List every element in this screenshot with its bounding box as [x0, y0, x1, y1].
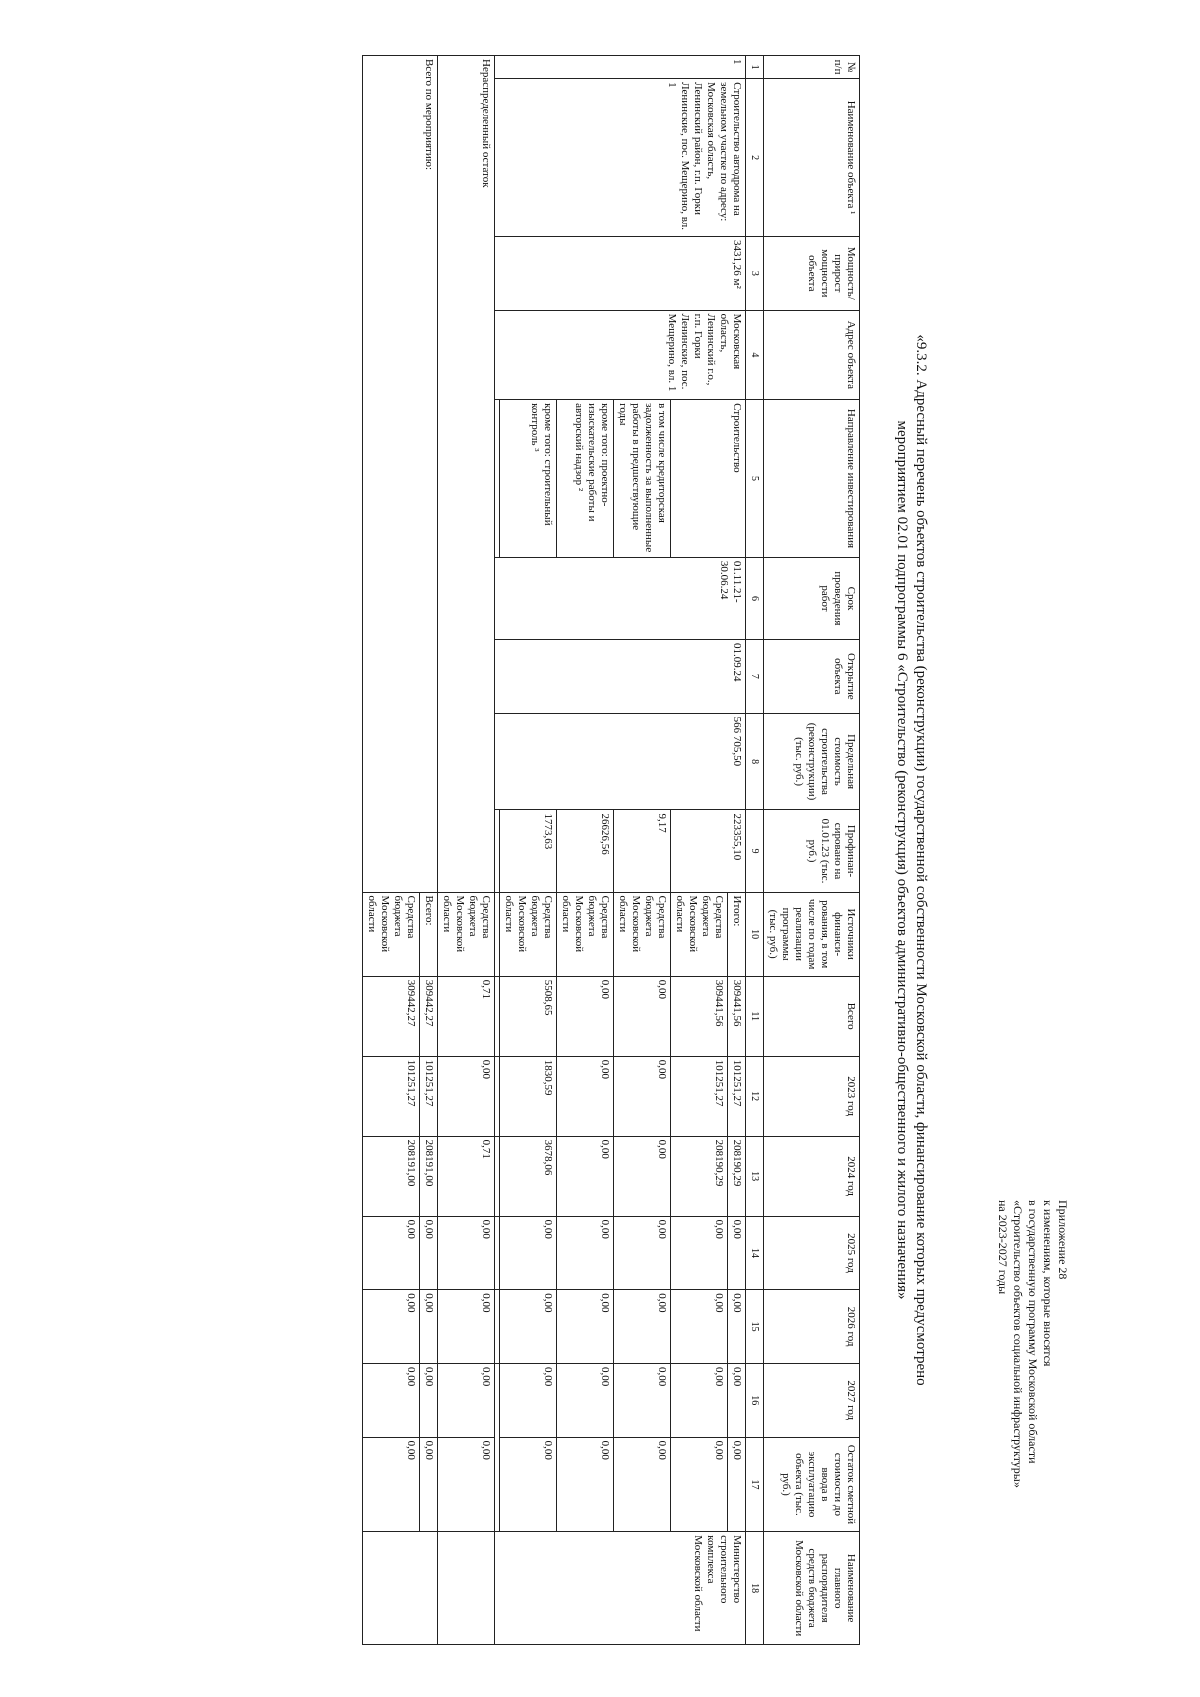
- value-2025: 0,00: [728, 1216, 746, 1290]
- column-number: 11: [746, 976, 764, 1056]
- value-2023: 101251,27: [728, 1056, 746, 1136]
- column-number: 7: [746, 640, 764, 714]
- title-line: «9.3.2. Адресный перечень объектов строительства (реконструкции) государственной собственности Московской области, финансирование которых предусмотрено: [913, 334, 929, 1386]
- value-2023: 101251,27: [363, 1056, 420, 1136]
- value-total: 5508,65: [500, 976, 557, 1056]
- empty-cell: [363, 1532, 438, 1645]
- value-2023: 101251,27: [420, 1056, 438, 1136]
- value-2026: 0,00: [728, 1290, 746, 1364]
- value-rest: 0,00: [557, 1437, 614, 1532]
- header-cell: Адрес объекта: [764, 310, 860, 399]
- funding-source: Средства бюджета Московской области: [671, 892, 728, 976]
- value-2025: 0,00: [438, 1216, 495, 1290]
- value-2027: 0,00: [363, 1363, 420, 1437]
- value-2025: 0,00: [614, 1216, 671, 1290]
- document-title: [892, 200, 930, 1520]
- header-cell: Открытие объекта: [764, 640, 860, 714]
- value-2027: 0,00: [614, 1363, 671, 1437]
- object-capacity: 3431,26 м²: [495, 236, 746, 310]
- header-cell: № п/п: [764, 56, 860, 79]
- empty-cell: [438, 1532, 495, 1645]
- header-cell: 2023 год: [764, 1056, 860, 1136]
- appendix-line: к изменениям, которые вносятся: [1041, 1200, 1055, 1367]
- value-total: 309442,27: [420, 976, 438, 1056]
- value-2025: 0,00: [420, 1216, 438, 1290]
- column-number: 2: [746, 79, 764, 237]
- value-2027: 0,00: [500, 1363, 557, 1437]
- financed-amount: 223355,10: [671, 810, 746, 892]
- object-address: Московская область, Ленинский г.о., г.п. Горки Ленинские, пос. Мещерино, вл. 1: [495, 310, 746, 399]
- object-opening: 01.09.24: [495, 640, 746, 714]
- appendix-line: на 2023-2027 годы: [996, 1200, 1010, 1295]
- summary-label: Всего по мероприятию:: [363, 56, 438, 893]
- work-term: 01.11.21-30.06.24: [495, 557, 746, 639]
- value-2026: 0,00: [671, 1290, 728, 1364]
- value-2024: 208190,29: [671, 1136, 728, 1216]
- column-number: 14: [746, 1216, 764, 1290]
- header-cell: Всего: [764, 976, 860, 1056]
- value-rest: 0,00: [500, 1437, 557, 1532]
- table-row: [728, 56, 746, 1645]
- header-cell: 2025 год: [764, 1216, 860, 1290]
- financed-amount: 1773,63: [500, 810, 557, 892]
- financed-amount: 9,17: [614, 810, 671, 892]
- header-cell: 2024 год: [764, 1136, 860, 1216]
- value-2024: 208191,00: [420, 1136, 438, 1216]
- value-total: 0,71: [438, 976, 495, 1056]
- summary-row: [420, 56, 438, 1645]
- funding-source: Средства бюджета Московской области: [557, 892, 614, 976]
- object-number: 1: [495, 56, 746, 79]
- header-cell: Наименование главного распорядителя средств бюджета Московской области: [764, 1532, 860, 1645]
- column-number: 15: [746, 1290, 764, 1364]
- header-row: [764, 56, 860, 1645]
- column-number: 8: [746, 713, 764, 810]
- investment-direction: кроме того: строительный контроль ³: [500, 400, 557, 558]
- column-number: 1: [746, 56, 764, 79]
- header-cell: 2026 год: [764, 1290, 860, 1364]
- column-number: 6: [746, 557, 764, 639]
- column-number: 10: [746, 892, 764, 976]
- header-cell: Профинан-сировано на 01.01.23 (тыс. руб.): [764, 810, 860, 892]
- value-2026: 0,00: [363, 1290, 420, 1364]
- funding-source: Средства бюджета Московской области: [500, 892, 557, 976]
- column-number: 4: [746, 310, 764, 399]
- value-2023: 1830,59: [500, 1056, 557, 1136]
- empty-cell: [495, 1136, 500, 1216]
- value-2024: 208190,29: [728, 1136, 746, 1216]
- appendix-line: в государственную программу Московской области: [1026, 1200, 1040, 1464]
- value-2023: 101251,27: [671, 1056, 728, 1136]
- value-2025: 0,00: [671, 1216, 728, 1290]
- object-name: Строительство автодрома на земельном участке по адресу: Московская область, Ленинский район, г.п. Горки Ленинские, пос. Мещерино, вл. 1: [495, 79, 746, 237]
- header-cell: 2027 год: [764, 1363, 860, 1437]
- column-number: 13: [746, 1136, 764, 1216]
- investment-direction: в том числе кредиторская задолженность за выполненные работы в предшествующие годы: [614, 400, 671, 558]
- header-cell: Предельная стоимость строительства (реконструкции) (тыс. руб.): [764, 713, 860, 810]
- value-2026: 0,00: [420, 1290, 438, 1364]
- value-2023: 0,00: [438, 1056, 495, 1136]
- empty-cell: [495, 1290, 500, 1364]
- header-cell: Мощность/ прирост мощности объекта: [764, 236, 860, 310]
- header-cell: Наименование объекта ¹: [764, 79, 860, 237]
- column-number: 5: [746, 400, 764, 558]
- investment-direction: кроме того: проектно-изыскательские работы и авторский надзор ²: [557, 400, 614, 558]
- value-2026: 0,00: [614, 1290, 671, 1364]
- rotated-sheet: [100, 0, 1100, 1697]
- value-2027: 0,00: [557, 1363, 614, 1437]
- value-rest: 0,00: [420, 1437, 438, 1532]
- address-list-table: [362, 55, 860, 1645]
- value-2024: 208191,00: [363, 1136, 420, 1216]
- value-total: 309442,27: [363, 976, 420, 1056]
- column-number: 17: [746, 1437, 764, 1532]
- value-rest: 0,00: [438, 1437, 495, 1532]
- value-rest: 0,00: [671, 1437, 728, 1532]
- financed-amount: 26626,56: [557, 810, 614, 892]
- appendix-line: Приложение 28: [1056, 1200, 1070, 1280]
- budget-manager: Министерство строительного комплекса Московской области: [495, 1532, 746, 1645]
- appendix-line: «Строительство объектов социальной инфраструктуры»: [1011, 1200, 1025, 1488]
- value-2027: 0,00: [438, 1363, 495, 1437]
- value-2025: 0,00: [500, 1216, 557, 1290]
- header-cell: Остаток сметной стоимости до ввода в эксплуатацию объекта (тыс. руб.): [764, 1437, 860, 1532]
- column-number: 16: [746, 1363, 764, 1437]
- undistributed-row: [438, 56, 495, 1645]
- value-2023: 0,00: [557, 1056, 614, 1136]
- value-2024: 3678,06: [500, 1136, 557, 1216]
- value-2027: 0,00: [671, 1363, 728, 1437]
- undistributed-label: Нераспределенный остаток: [438, 56, 495, 893]
- column-number: 3: [746, 236, 764, 310]
- column-number-row: [746, 56, 764, 1645]
- header-cell: Срок проведения работ: [764, 557, 860, 639]
- value-total: 309441,56: [728, 976, 746, 1056]
- value-2024: 0,00: [557, 1136, 614, 1216]
- funding-source: Итого:: [728, 892, 746, 976]
- value-2027: 0,00: [728, 1363, 746, 1437]
- empty-cell: [495, 892, 500, 976]
- appendix-note: [995, 1200, 1070, 1620]
- value-rest: 0,00: [614, 1437, 671, 1532]
- limit-cost: 566 705,50: [495, 713, 746, 810]
- empty-cell: [495, 810, 500, 892]
- column-number: 12: [746, 1056, 764, 1136]
- empty-cell: [495, 400, 500, 640]
- investment-direction: Строительство: [671, 400, 746, 558]
- funding-source: Средства бюджета Московской области: [438, 892, 495, 976]
- funding-source: Всего:: [420, 892, 438, 976]
- value-rest: 0,00: [363, 1437, 420, 1532]
- value-rest: 0,00: [728, 1437, 746, 1532]
- value-2024: 0,71: [438, 1136, 495, 1216]
- header-cell: Направление инвестирования: [764, 400, 860, 558]
- column-number: 18: [746, 1532, 764, 1645]
- funding-source: Средства бюджета Московской области: [614, 892, 671, 976]
- value-2025: 0,00: [363, 1216, 420, 1290]
- value-2024: 0,00: [614, 1136, 671, 1216]
- funding-source: Средства бюджета Московской области: [363, 892, 420, 976]
- value-2025: 0,00: [557, 1216, 614, 1290]
- value-total: 0,00: [557, 976, 614, 1056]
- header-cell: Источники финанси-рования, в том числе по годам реализации программы (тыс. руб.): [764, 892, 860, 976]
- value-total: 309441,56: [671, 976, 728, 1056]
- title-line: мероприятием 02.01 подпрограммы 6 «Строительство (реконструкция) объектов административно-общественного и жилого назначения»: [894, 420, 910, 1300]
- value-2026: 0,00: [500, 1290, 557, 1364]
- empty-cell: [495, 1216, 500, 1290]
- value-2026: 0,00: [438, 1290, 495, 1364]
- value-total: 0,00: [614, 976, 671, 1056]
- empty-cell: [495, 976, 500, 1056]
- empty-cell: [495, 1056, 500, 1136]
- column-number: 9: [746, 810, 764, 892]
- value-2027: 0,00: [420, 1363, 438, 1437]
- value-2026: 0,00: [557, 1290, 614, 1364]
- value-2023: 0,00: [614, 1056, 671, 1136]
